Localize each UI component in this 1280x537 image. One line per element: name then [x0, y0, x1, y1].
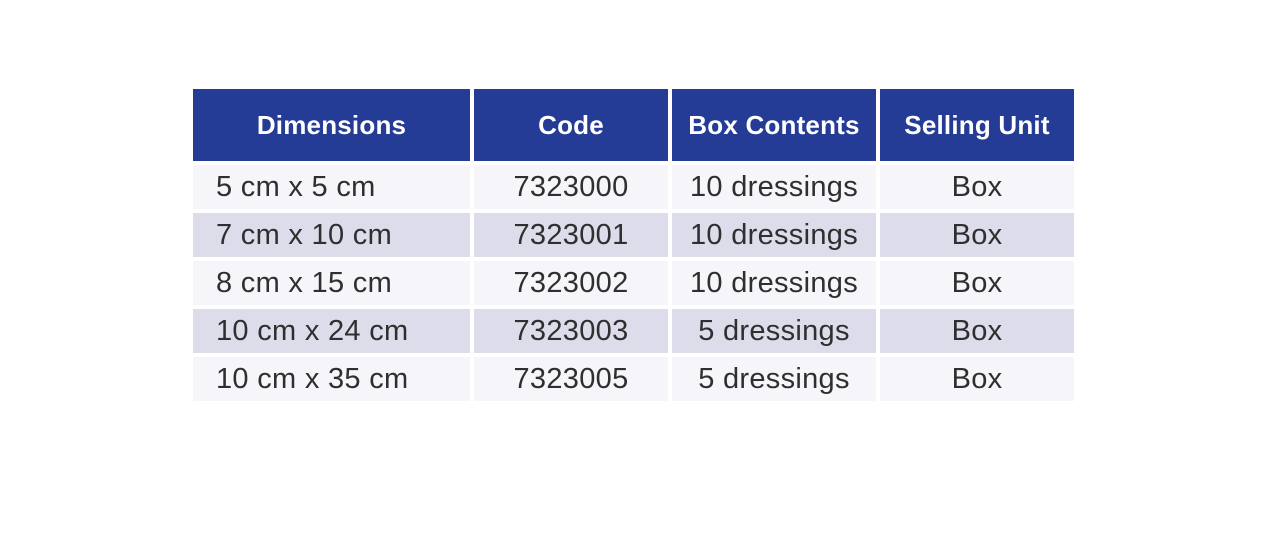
row-2-selling-unit: Box — [880, 213, 1074, 257]
row-1-code: 7323000 — [474, 165, 668, 209]
row-5-selling-unit: Box — [880, 357, 1074, 401]
product-table — [193, 89, 1074, 401]
row-5-dimensions: 10 cm x 35 cm — [193, 357, 470, 401]
header-cell-dimensions: Dimensions — [193, 89, 470, 161]
row-4-selling-unit: Box — [880, 309, 1074, 353]
row-3-selling-unit: Box — [880, 261, 1074, 305]
header-cell-code: Code — [474, 89, 668, 161]
row-1-box-contents: 10 dressings — [672, 165, 876, 209]
row-5-code: 7323005 — [474, 357, 668, 401]
row-2-dimensions: 7 cm x 10 cm — [193, 213, 470, 257]
row-3-box-contents: 10 dressings — [672, 261, 876, 305]
row-2-code: 7323001 — [474, 213, 668, 257]
row-1-dimensions: 5 cm x 5 cm — [193, 165, 470, 209]
row-4-code: 7323003 — [474, 309, 668, 353]
row-2-box-contents: 10 dressings — [672, 213, 876, 257]
row-1-selling-unit: Box — [880, 165, 1074, 209]
row-3-code: 7323002 — [474, 261, 668, 305]
header-cell-box-contents: Box Contents — [672, 89, 876, 161]
row-3-dimensions: 8 cm x 15 cm — [193, 261, 470, 305]
row-4-dimensions: 10 cm x 24 cm — [193, 309, 470, 353]
row-4-box-contents: 5 dressings — [672, 309, 876, 353]
header-cell-selling-unit: Selling Unit — [880, 89, 1074, 161]
row-5-box-contents: 5 dressings — [672, 357, 876, 401]
